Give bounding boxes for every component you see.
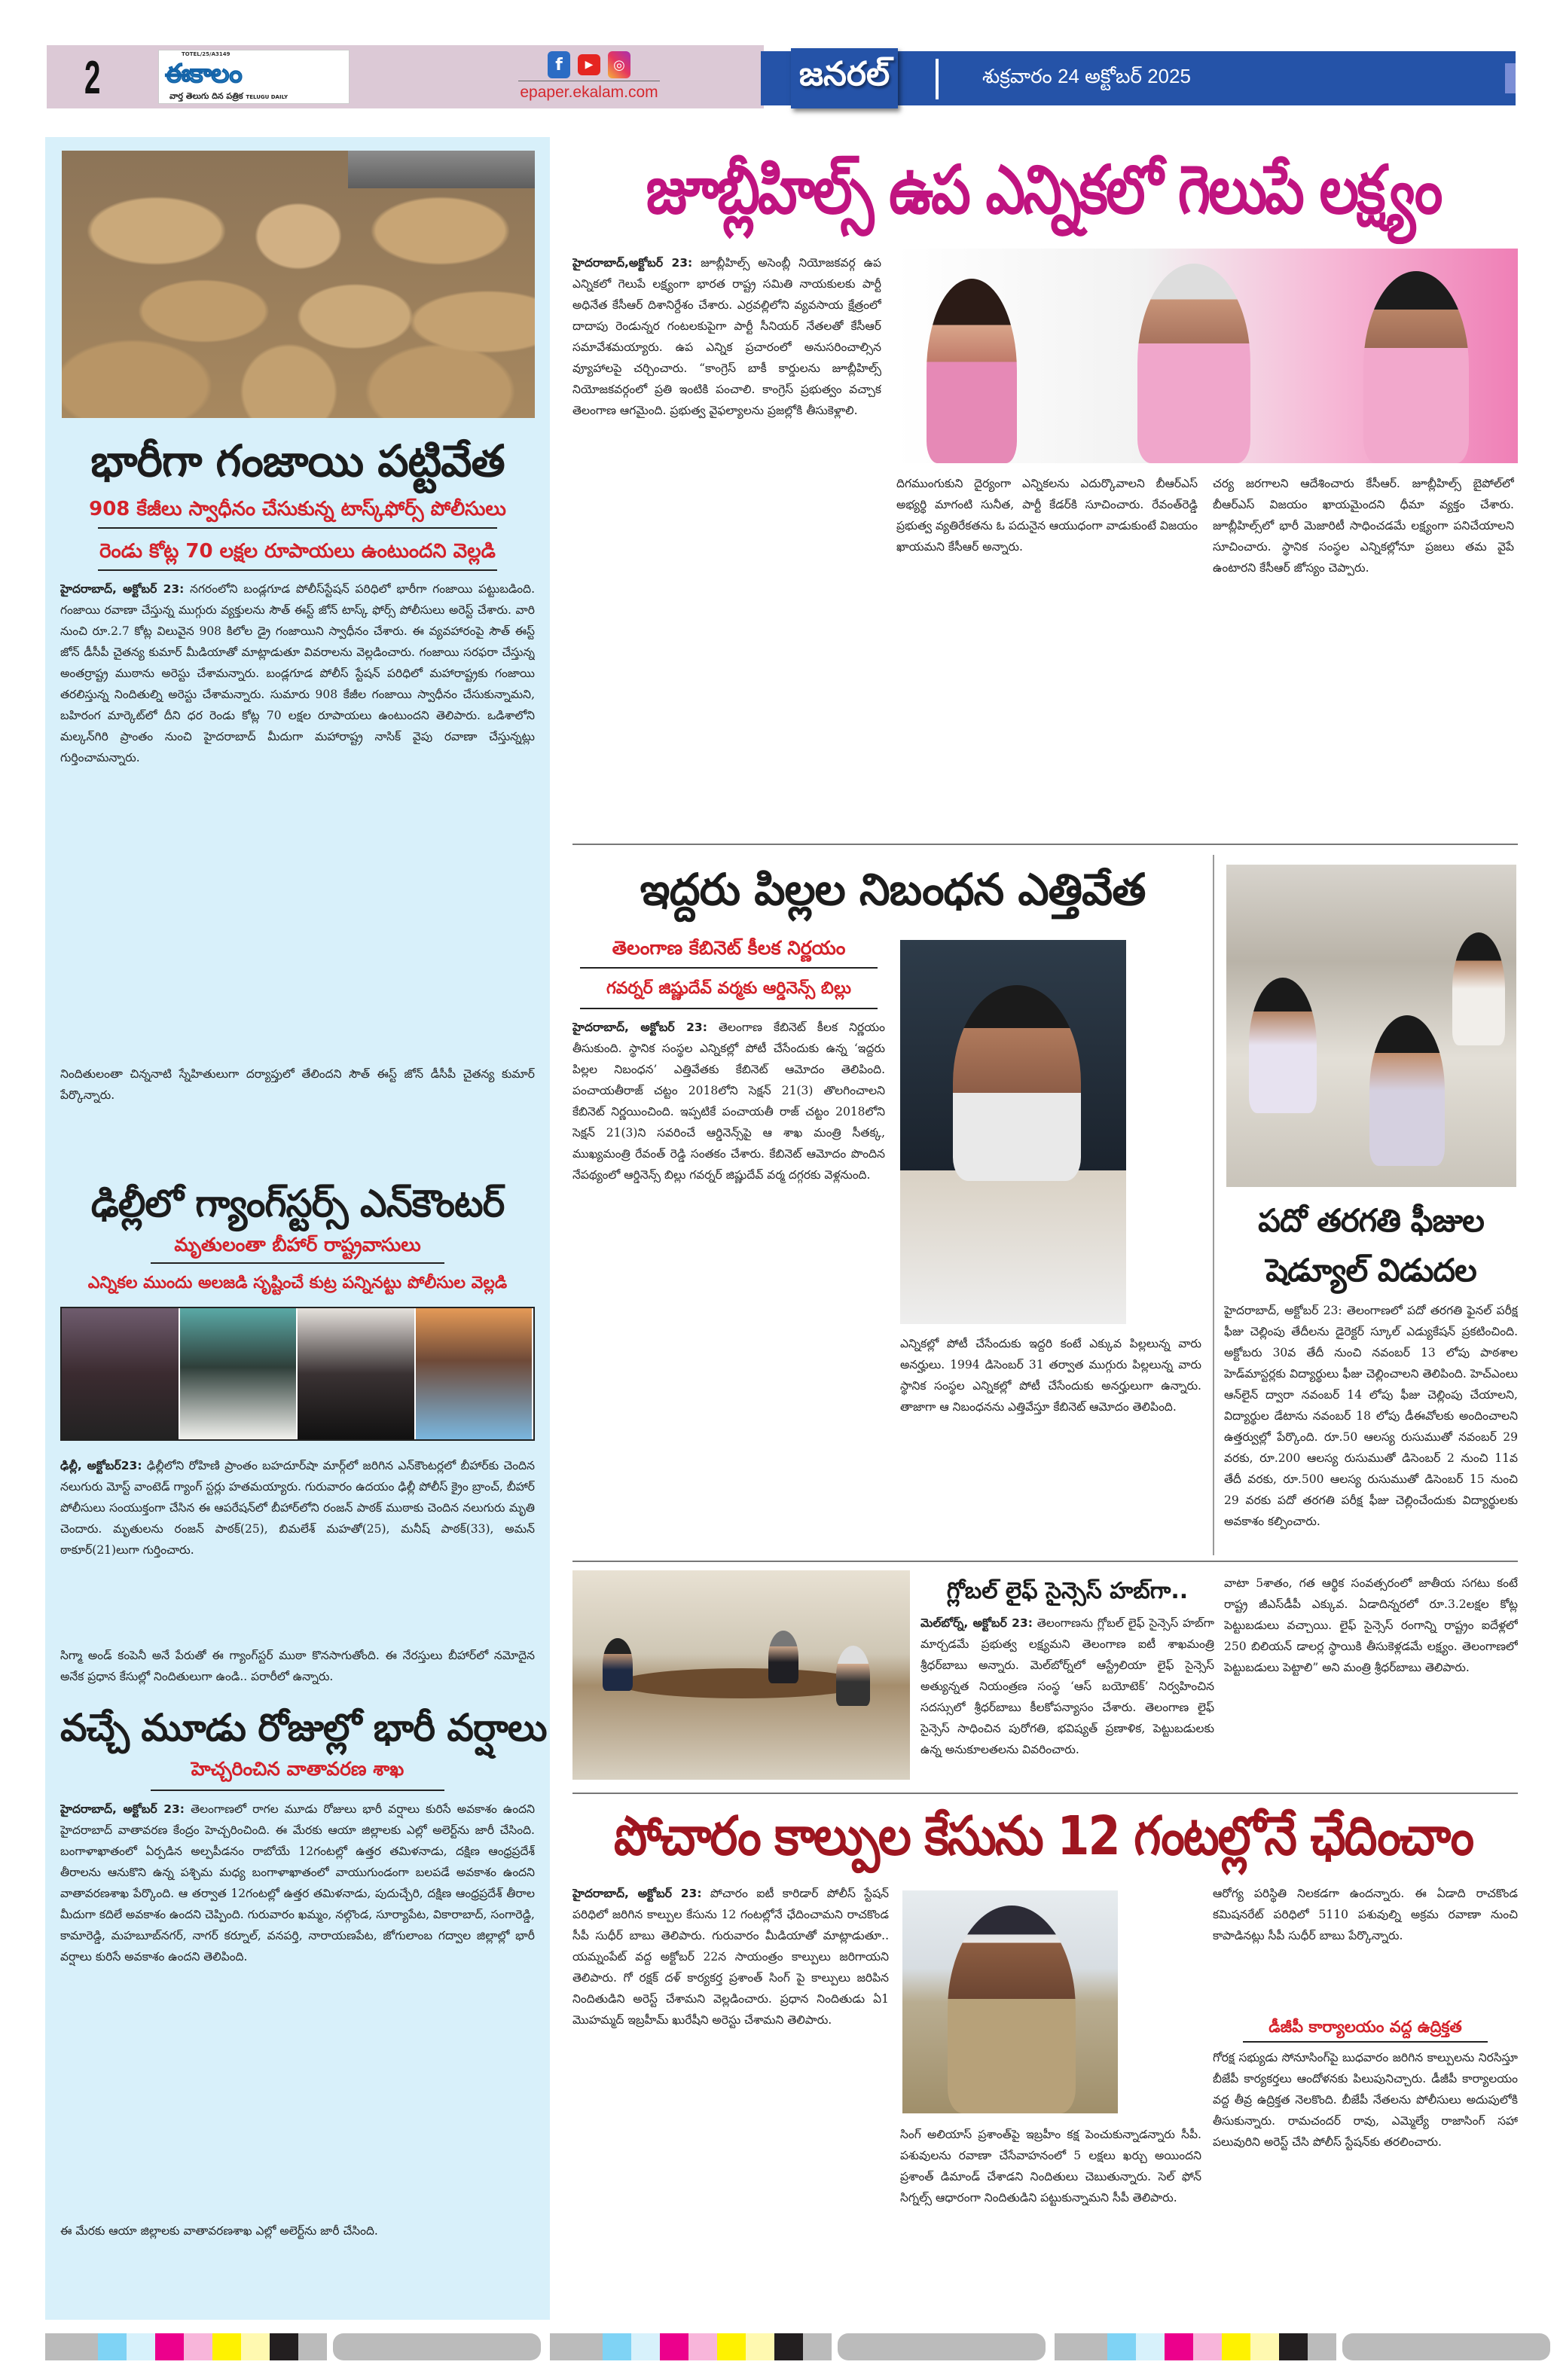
headline[interactable]: వచ్చే మూడు రోజుల్లో భారీ వర్షాలు bbox=[60, 1706, 547, 1750]
color-swatch bbox=[270, 2333, 298, 2360]
students-exam-photo bbox=[1226, 865, 1516, 1187]
color-swatch bbox=[45, 2333, 98, 2360]
color-swatch bbox=[1165, 2333, 1193, 2360]
article-body: వాటా 5శాతం, గత ఆర్థిక సంవత్సరంలో జాతీయ సగటు కంటే రాష్ట్ర జీఎస్‌డీపీ ఎక్కువ. ఏడాదిన్నరలో రూ.3.2లక్షల కోట్ల పెట్టుబడులు వచ్చాయి. లైఫ్ సైన్సెస్ రంగాన్ని రాష్ట్రం ఐదేళ్లలో 250 బిలియన్ డాలర్ల స్థాయికి తీసుకెళ్లడమే లక్ష్యం. తెలంగాణలో పెట్టుబడులు పెట్టాలి” అని మంత్రి శ్రీధర్‌బాబు తెలిపారు. bbox=[1224, 1576, 1518, 1674]
gangster-photos bbox=[60, 1307, 535, 1441]
headline[interactable]: ఢిల్లీలో గ్యాంగ్‌స్టర్స్ ఎన్‌కౌంటర్ bbox=[90, 1182, 505, 1225]
subheadline: 908 కేజీలు స్వాధీనం చేసుకున్న టాస్క్‌ఫోర్స్ పోలీసులు bbox=[89, 498, 506, 520]
color-swatch bbox=[603, 2333, 631, 2360]
subheadline: రెండు కోట్ల 70 లక్షల రూపాయలు ఉంటుందని వెల్లడి bbox=[99, 540, 496, 563]
article-ganja bbox=[60, 431, 535, 1127]
article-two-child-col2 bbox=[900, 1333, 1201, 1544]
article-body: మెల్‌బోర్న్, అక్టోబర్ 23: తెలంగాణను గ్లోబల్ లైఫ్ సైన్సెస్ హబ్‌గా మార్చడమే ప్రభుత్వ లక్ష్యమని తెలంగాణ ఐటీ శాఖమంత్రి శ్రీధర్‌బాబు అన్నారు. మెల్‌బోర్న్‌లో ఆస్ట్రేలియా లైఫ్ సైన్సెస్ అత్యున్నత నియంత్రణ సంస్థ ‘ఆస్ బయోటెక్’ నిర్వహించిన సదస్సులో శ్రీధర్‌బాబు కీలకోపన్యాసం చేశారు. తెలంగాణ లైఫ్ సైన్సెస్ సాధించిన పురోగతి, భవిష్యత్ ప్రణాళిక, పెట్టుబడులకు ఉన్న అనుకూలతలను వివరించారు. bbox=[920, 1616, 1214, 1756]
divider bbox=[151, 1262, 444, 1264]
color-swatch bbox=[1308, 2333, 1336, 2360]
divider bbox=[98, 527, 497, 529]
color-swatch bbox=[1193, 2333, 1222, 2360]
divider bbox=[572, 1793, 1518, 1794]
social-links bbox=[514, 51, 664, 102]
color-swatch bbox=[1055, 2333, 1107, 2360]
youtube-icon[interactable]: ▶ bbox=[578, 54, 600, 75]
article-jubilee-col3 bbox=[1213, 473, 1514, 831]
article-two-child-col1 bbox=[572, 934, 885, 1565]
color-swatch bbox=[1279, 2333, 1308, 2360]
article-body: హైదరాబాద్, అక్టోబర్ 23: తెలంగాణలో పదో తరగతి ఫైనల్ పరీక్ష ఫీజు చెల్లింపు తేదీలను డైరెక్టర్ స్కూల్ ఎడ్యుకేషన్ ప్రకటించింది. అక్టోబరు 30వ తేదీ నుంచి నవంబర్ 13 లోపు పాఠశాల హెడ్‌మాస్టర్లకు విద్యార్థులు ఫీజు చెల్లించాలని తెలిపింది. హెచ్‌ఎంలు ఆన్‌లైన్ ద్వారా నవంబర్ 14 లోపు ఫీజు చెల్లింపు చేయాలని, విద్యార్థుల డేటాను నవంబర్ 18 లోపు డీఈవోలకు అందించాలని ఉత్తర్వుల్లో పేర్కొంది. రూ.50 ఆలస్య రుసుముతో నవంబర్ 29 వరకు, రూ.200 ఆలస్య రుసుముతో డిసెంబర్ 2 నుంచి 11వ తేదీ వరకు, రూ.500 ఆలస్య రుసుముతో డిసెంబర్ 15 నుంచి 29 వరకు పదో తరగతి పరీక్ష ఫీజు చెల్లించేందుకు విద్యార్థులకు అవకాశం కల్పించారు. bbox=[1224, 1304, 1518, 1528]
instagram-icon[interactable]: ◎ bbox=[608, 51, 630, 78]
police-commissioner-photo bbox=[902, 1890, 1118, 2113]
article-closing: ఈ మేరకు ఆయా జిల్లాలకు వాతావరణశాఖ ఎల్లో అలెర్ట్‌ను జారీ చేసింది. bbox=[60, 2224, 378, 2238]
color-swatch-group bbox=[1055, 2333, 1550, 2360]
subheadline: తెలంగాణ కేబినెట్ కీలక నిర్ణయం bbox=[612, 937, 846, 959]
divider bbox=[580, 967, 878, 969]
divider bbox=[151, 1790, 444, 1791]
article-jubilee bbox=[572, 252, 881, 822]
gray-registration-pill bbox=[333, 2333, 541, 2360]
subheadline: హెచ్చరించిన వాతావరణ శాఖ bbox=[191, 1758, 405, 1780]
gangster-photo bbox=[62, 1308, 180, 1439]
logo-tagline-text: వార్త తెలుగు దిన పత్రిక bbox=[169, 91, 243, 101]
logo-registration: TOTEL/25/A3149 bbox=[182, 51, 230, 57]
color-swatch bbox=[774, 2333, 803, 2360]
article-two-child bbox=[572, 855, 1213, 924]
subheadline: డీజీపీ కార్యాలయం వద్ద ఉద్రిక్తత bbox=[1268, 2018, 1462, 2036]
article-closing: సిగ్మా అండ్ కంపెనీ అనే పేరుతో ఈ గ్యాంగ్‌స్టర్ ముఠా కొనసాగుతోంది. ఈ నేరస్తులు బీహార్‌లో నమోదైన అనేక ప్రధాన కేసుల్లో నిందితులుగా ఉండి.. పరారీలో ఉన్నారు. bbox=[60, 1649, 535, 1683]
facebook-icon[interactable]: f bbox=[548, 51, 570, 78]
color-swatch bbox=[1250, 2333, 1279, 2360]
color-swatch bbox=[550, 2333, 603, 2360]
divider bbox=[572, 1561, 1518, 1562]
band-tab bbox=[1505, 63, 1516, 93]
article-pocharam-col3 bbox=[1213, 1883, 1518, 2321]
lead-headline[interactable]: జూబ్లీహిల్స్ ఉప ఎన్నికలో గెలుపే లక్ష్యం bbox=[646, 151, 1441, 230]
masthead-right-band bbox=[761, 51, 1516, 105]
divider bbox=[1243, 2041, 1488, 2043]
article-body: చర్య జరగాలని ఆదేశించారు కేసీఆర్. జూబ్లీహిల్స్ బైపోల్‌లో బీఆర్ఎస్ విజయం ఖాయమైందని ధీమా వ్యక్తం చేశారు. జూబ్లీహిల్స్‌లో భారీ మెజారిటీ సాధించడమే లక్ష్యంగా పనిచేయాలని సూచించారు. స్థానిక సంస్థల ఎన్నికల్లోనూ ప్రజలు తమ వైపే ఉంటారని కేసీఆర్ జోస్యం చెప్పారు. bbox=[1213, 477, 1514, 575]
brs-meeting-photo bbox=[896, 249, 1518, 463]
article-pocharam bbox=[572, 1883, 889, 2326]
gangster-photo bbox=[180, 1308, 298, 1439]
color-swatch bbox=[98, 2333, 127, 2360]
color-swatch bbox=[184, 2333, 212, 2360]
color-swatch bbox=[298, 2333, 327, 2360]
color-swatch bbox=[803, 2333, 832, 2360]
color-swatch bbox=[155, 2333, 184, 2360]
article-body: హైదరాబాద్, అక్టోబర్ 23: తెలంగాణ కేబినెట్ కీలక నిర్ణయం తీసుకుంది. స్థానిక సంస్థల ఎన్నికల్లో పోటీ చేసేందుకు ఉన్న ‘ఇద్దరు పిల్లల నిబంధన’ ఎత్తివేతకు కేబినెట్ ఆమోదం తెలిపింది. పంచాయతీరాజ్ చట్టం 2018లోని సెక్షన్ 21(3) తొలగించాలని కేబినెట్ నిర్ణయించింది. ఇప్పటికే పంచాయతీ రాజ్ చట్టం 2018లోని సెక్షన్ 21(3)ని సవరించే ఆర్డినెన్స్‌పై ఆ శాఖ మంత్రి సీతక్క, ముఖ్యమంత్రి రేవంత్ రెడ్డి సంతకం చేశారు. కేబినెట్ ఆమోదం పొందిన నేపథ్యంలో ఆర్డినెన్స్ బిల్లు గవర్నర్ జిష్ణుదేవ్ వర్మ దగ్గరకు వెళ్లనుంది. bbox=[572, 1021, 885, 1182]
gangster-photo bbox=[298, 1308, 416, 1439]
article-body: ఢిల్లీ, అక్టోబర్23: ఢిల్లీలోని రోహిణి ప్రాంతం బహదూర్‌షా మార్గ్‌లో జరిగిన ఎన్‌కౌంటర్లలో బీహార్‌కు చెందిన నలుగురు మోస్ట్ వాంటెడ్ గ్యాంగ్ స్టర్లు హతమయ్యారు. గురువారం ఉదయం ఢిల్లీ పోలీస్ క్రైం బ్రాంచ్, బీహార్ పోలీసులు సంయుక్తంగా చేసిన ఈ ఆపరేషన్‌లో బీహార్‌లోని రంజన్ పాఠక్ ముఠాకు చెందిన నలుగురు మృతి చెందారు. మృతులను రంజన్ పాఠక్(25), బిమలేశ్ మహతో(25), మనీష్ పాఠక్(33), అమన్ ఠాకూర్(21)లుగా గుర్తించారు. bbox=[60, 1459, 535, 1557]
gray-registration-pill bbox=[838, 2333, 1046, 2360]
article-delhi bbox=[60, 1176, 535, 1297]
divider bbox=[98, 569, 497, 571]
article-tenth-fees bbox=[1224, 1196, 1518, 1553]
minister-meeting-photo bbox=[572, 1570, 910, 1780]
color-swatch bbox=[688, 2333, 717, 2360]
color-swatch bbox=[1136, 2333, 1165, 2360]
article-jubilee-col2 bbox=[896, 473, 1198, 831]
article-life-sciences-col2 bbox=[1224, 1573, 1518, 1783]
logo-title: ఈకాలం bbox=[165, 59, 242, 89]
article-rain bbox=[60, 1701, 547, 2263]
article-body: గోరక్ష సభ్యుడు సోనూసింగ్‌పై బుధవారం జరిగిన కాల్పులను నిరసిస్తూ బీజేపీ కార్యకర్తలు ఆందోళనకు పిలుపునిచ్చారు. డీజీపీ కార్యాలయం వద్ద తీవ్ర ఉద్రిక్తత నెలకొంది. బీజేపీ నేతలను పోలీసులు అదుపులోకి తీసుకున్నారు. రామచందర్ రావు, ఎమ్మెల్యే రాజాసింగ్ సహా పలువురిని అరెస్ట్ చేసి పోలీస్ స్టేషన్‌కు తరలించారు. bbox=[1213, 2051, 1518, 2149]
subheadline: గవర్నర్ జిష్ణుదేవ్ వర్మకు ఆర్డినెన్స్ బిల్లు bbox=[606, 979, 852, 998]
article-body: హైదరాబాద్, అక్టోబర్ 23: తెలంగాణలో రాగల మూడు రోజులు భారీ వర్షాలు కురిసే అవకాశం ఉందని హైదరాబాద్ వాతావరణ కేంద్రం హెచ్చరించింది. ఈ మేరకు ఆయా జిల్లాలకు ఎల్లో అలెర్ట్‌ను జారీ చేసింది. బంగాళాఖాతంలో ఏర్పడిన అల్పపీడనం రాబోయే 12గంటల్లో ఉత్తర తమిళనాడు, దక్షిణ ఆంధ్రప్రదేశ్ తీరాలను ఆనుకొని ఉన్న పశ్చిమ మధ్య బంగాళాఖాతంలో వాయుగుండంగా బలపడే అవకాశం ఉందని వాతావరణశాఖ పేర్కొంది. ఆ తర్వాత 12గంటల్లో ఉత్తర తమిళనాడు, పుదుచ్చేరి, దక్షిణ ఆంధ్రప్రదేశ్ తీరాల మీదుగా కదిలే అవకాశం ఉందని చెప్పింది. గురువారం ఖమ్మం, నల్గొండ, సూర్యాపేట, వికారాబాద్, సంగారెడ్డి, కామారెడ్డి, మహబూబ్‌నగర్, నాగర్ కర్నూల్, వనపర్తి, నారాయణపేట, జోగులాంబ గద్వాల జిల్లాల్లో భారీ వర్షాలు కురిసే అవకాశం ఉందని తెలిపింది. bbox=[60, 1802, 535, 1964]
article-body: హైదరాబాద్, అక్టోబర్ 23: నగరంలోని బండ్లగూడ పోలీస్‌స్టేషన్ పరిధిలో భారీగా గంజాయి పట్టుబడింది. గంజాయి రవాణా చేస్తున్న ముగ్గురు వ్యక్తులను సౌత్ ఈస్ట్ జోన్ టాస్క్ ఫోర్స్ పోలీసులు అరెస్ట్ చేశారు. వారి నుంచి రూ.2.7 కోట్ల విలువైన 908 కిలోల డ్రై గంజాయిని స్వాధీనం చేశారు. ఈ వ్యవహారంపై సౌత్ ఈస్ట్ జోన్ డీసీపీ చైతన్య కుమార్ మీడియాతో మాట్లాడుతూ వివరాలను వెల్లడించారు. గంజాయి సరఫరా చేస్తున్న అంతర్రాష్ట్ర ముఠాను అరెస్టు చేశామన్నారు. బండ్లగూడ పోలీస్ స్టేషన్ పరిధిలో మహారాష్ట్రకు గంజాయి తరలిస్తున్న నిందితుల్ని అరెస్టు చేశామన్నారు. సుమారు 908 కేజీల గంజాయి స్వాధీనం చేసుకున్నామని, బహిరంగ మార్కెట్‌లో దీని ధర రెండు కోట్ల 70 లక్షల రూపాయలు ఉంటుందని తెలిపారు. ఒడిశాలోని మల్కన్‌గిరి ప్రాంతం నుంచి హైదరాబాద్ మీదుగా మహారాష్ట్ర నాసిక్ వైపు రవాణా చేస్తున్నట్లు గుర్తించామన్నారు. bbox=[60, 582, 535, 764]
website-link[interactable]: epaper.ekalam.com bbox=[520, 84, 658, 101]
newspaper-logo[interactable] bbox=[158, 50, 350, 104]
section-label: జనరల్ bbox=[791, 48, 898, 108]
divider bbox=[580, 1008, 878, 1009]
gray-registration-pill bbox=[1342, 2333, 1550, 2360]
article-body: సింగ్ అలియాస్ ప్రశాంత్‌పై ఇబ్రహీం కక్ష పెంచుకున్నాడన్నారు సీపీ. పశువులను రవాణా చేసేవాహనంలో 5 లక్షలు ఖర్చు అయిందని ప్రశాంత్ డిమాండ్ చేశాడని నిందితులు చెబుతున్నారు. సెల్ ఫోన్ సిగ్నల్స్ ఆధారంగా నిందితుడిని పట్టుకున్నామని సీపీ తెలిపారు. bbox=[900, 2128, 1201, 2205]
color-swatch bbox=[631, 2333, 660, 2360]
divider bbox=[936, 59, 939, 99]
article-pocharam-col2 bbox=[900, 2124, 1201, 2314]
headline[interactable]: పదో తరగతి ఫీజుల షెడ్యూల్ విడుదల bbox=[1258, 1202, 1484, 1289]
article-body: హైదరాబాద్,అక్టోబర్ 23: జూబ్లీహిల్స్ అసెంబ్లీ నియోజకవర్గ ఉప ఎన్నికలో గెలుపే లక్ష్యంగా భారత రాష్ట్ర సమితి నాయకులకు పార్టీ అధినేత కేసీఆర్ దిశానిర్దేశం చేశారు. ఎర్రవల్లిలోని వ్యవసాయ క్షేత్రంలో దాదాపు రెండున్నర గంటలకుపైగా పార్టీ సీనియర్ నేతలతో కేసీఆర్ సమావేశమయ్యారు. ఉప ఎన్నిక ప్రచారంలో అనుసరించాల్సిన వ్యూహాలపై చర్చించారు. “కాంగ్రెస్ బాకీ కార్డులను జూబ్లీహిల్స్ నియోజకవర్గంలో ప్రతి ఇంటికి పంచాలి. కాంగ్రెస్ ప్రభుత్వం వచ్చాక తెలంగాణ ఆగమైంది. ప్రభుత్వ వైఫల్యాలను ప్రజల్లోకి తీసుకెళ్లాలి. bbox=[572, 256, 881, 417]
color-swatch bbox=[1222, 2333, 1250, 2360]
subheadline: ఎన్నికల ముందు అలజడి సృష్టించే కుట్ర పన్నినట్టు పోలీసుల వెల్లడి bbox=[87, 1274, 508, 1292]
color-swatch bbox=[717, 2333, 746, 2360]
ganja-seizure-photo bbox=[62, 151, 535, 418]
color-swatch bbox=[127, 2333, 155, 2360]
logo-tagline bbox=[169, 90, 288, 102]
headline[interactable]: భారీగా గంజాయి పట్టివేత bbox=[90, 435, 505, 487]
masthead-left-band bbox=[47, 45, 764, 108]
color-swatch bbox=[241, 2333, 270, 2360]
article-body: దిగముంగుకుని దైర్యంగా ఎన్నికలను ఎదుర్కొవాలని బీఆర్ఎస్ అభ్యర్థి మాగంటి సునీత, పార్టీ కేడర్‌కి సూచించారు. రేవంత్‌రెడ్డి ప్రభుత్వ వ్యతిరేకతను ఓ పదునైన ఆయుధంగా వాడుకుంటే విజయం ఖాయమని కేసీఆర్ అన్నారు. bbox=[896, 477, 1198, 554]
divider bbox=[1213, 855, 1214, 1555]
color-swatch-group bbox=[45, 2333, 541, 2360]
chief-minister-photo bbox=[900, 940, 1126, 1324]
color-swatch bbox=[212, 2333, 241, 2360]
color-swatch bbox=[746, 2333, 774, 2360]
page-number: 2 bbox=[84, 52, 101, 104]
color-swatch-group bbox=[550, 2333, 1046, 2360]
divider bbox=[572, 844, 1518, 845]
issue-date: శుక్రవారం 24 అక్టోబర్ 2025 bbox=[982, 65, 1191, 87]
masthead bbox=[47, 45, 1516, 108]
article-body: హైదరాబాద్, అక్టోబర్ 23: పోచారం ఐటీ కారిడార్ పోలీస్ స్టేషన్ పరిధిలో జరిగిన కాల్పుల కేసును 12 గంటల్లోనే ఛేదించామని రాచకొండ సీపీ సుధీర్ బాబు తెలిపారు. గురువారం మీడియాతో మాట్లాడుతూ.. యమ్నంపేట్ వద్ద అక్టోబర్ 22న సాయంత్రం కాల్పులు జరిగాయని తెలిపారు. గో రక్షక్ దళ్ కార్యకర్త ప్రశాంత్ సింగ్ పై కాల్పులు జరిపిన నిందితుడిని అరెస్ట్ చేశామని వెల్లడించారు. ప్రధాన నిందితుడు ఏ1 మొహమ్మద్ ఇబ్రహీమ్ ఖురేషీని అరెస్టు చేశామని తెలిపారు. bbox=[572, 1887, 889, 2027]
headline[interactable]: ఇద్దరు పిల్లల నిబంధన ఎత్తివేత bbox=[640, 864, 1146, 915]
headline[interactable]: పోచారం కాల్పుల కేసును 12 గంటల్లోనే ఛేదించాం bbox=[613, 1804, 1473, 1868]
headline[interactable]: గ్లోబల్ లైఫ్ సైన్సెస్ హబ్‌గా.. bbox=[946, 1578, 1189, 1604]
article-closing: నిందితులంతా చిన్ననాటి స్నేహితులుగా దర్యాప్తులో తేలిందని సౌత్ ఈస్ట్ జోన్ డీసీపీ చైతన్య కుమార్ పేర్కొన్నారు. bbox=[60, 1067, 535, 1102]
color-swatch bbox=[660, 2333, 688, 2360]
article-delhi-body bbox=[60, 1455, 535, 1687]
article-body: ఆరోగ్య పరిస్థితి నిలకడగా ఉందన్నారు. ఈ ఏడాది రాచకొండ కమిషనరేట్ పరిధిలో 5110 పశువుల్ని అక్రమ రవాణా నుంచి కాపాడినట్లు సీపీ సుధీర్ బాబు పేర్కొన్నారు. bbox=[1213, 1887, 1518, 1942]
gangster-photo bbox=[416, 1308, 534, 1439]
color-swatch bbox=[1107, 2333, 1136, 2360]
subheadline: మృతులంతా బీహార్ రాష్ట్రవాసులు bbox=[174, 1234, 421, 1256]
article-life-sciences bbox=[920, 1570, 1214, 1781]
article-body: ఎన్నికల్లో పోటీ చేసేందుకు ఇద్దరి కంటే ఎక్కువ పిల్లలున్న వారు అనర్హులు. 1994 డిసెంబర్ 31 తర్వాత ముగ్గురు పిల్లలున్న వారు స్థానిక సంస్థల ఎన్నికల్లో పోటీ చేసేందుకు అనర్హులుగా ఉన్నారు. తాజాగా ఆ నిబంధనను ఎత్తివేస్తూ కేబినెట్ ఆమోదం తెలిపింది. bbox=[900, 1337, 1201, 1414]
logo-sub-text: TELUGU DAILY bbox=[246, 94, 289, 100]
